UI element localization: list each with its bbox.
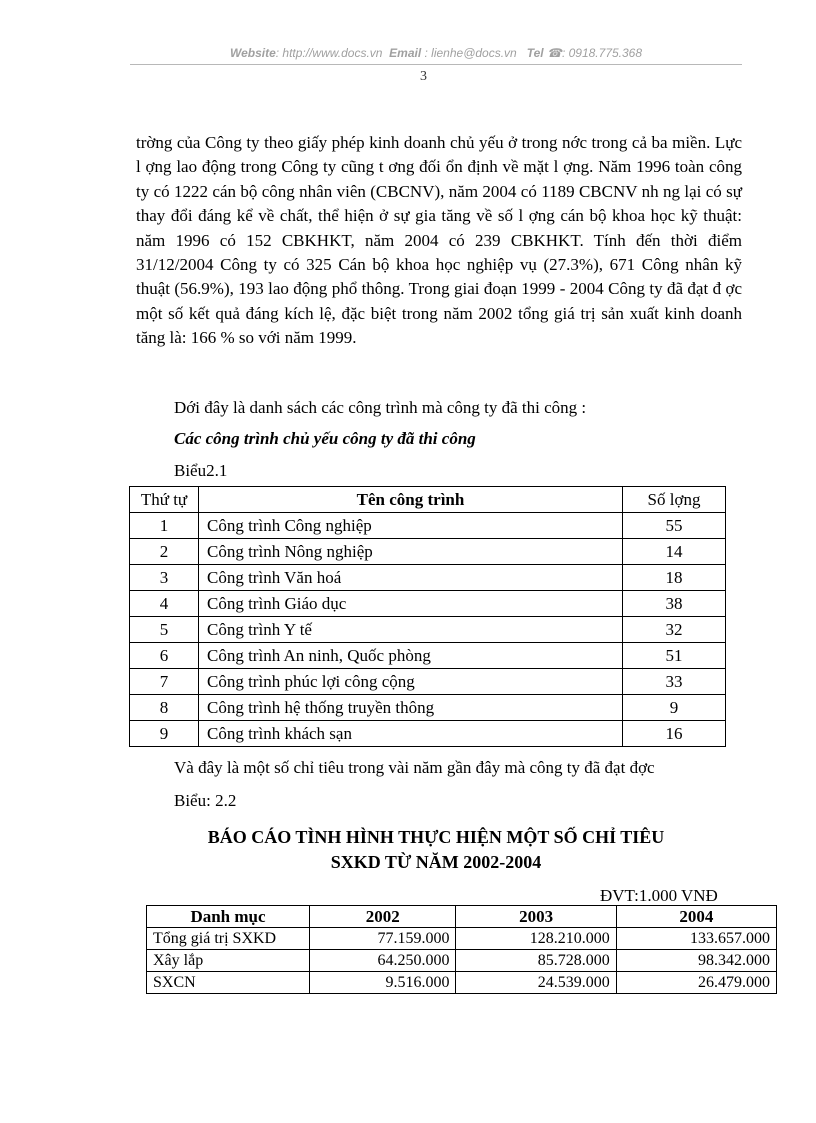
- website-label: Website: [229, 46, 276, 60]
- cell-quantity: 51: [623, 643, 726, 669]
- paragraph-text: trờng của Công ty theo giấy phép kinh doanh chủ yếu ở trong nớc trong cả ba miền. Lực l ợng lao động trong Công ty cũng t ơng đối ổn định về mặt l ợng. Năm 1996 toàn công ty có 1222 cán bộ công nhân viên (CBCNV), năm 2004 có 1189 CBCNV nh ng lại có sự thay đổi đáng kể về chất, thể hiện ở sự gia tăng về số l ợng cán bộ khoa học kỹ thuật: năm 1996 có 152 CBKHKT, năm 2004 có 239 CBKHKT. Tính đến thời điểm 31/12/2004 Công ty có 325 Cán bộ khoa học nghiệp vụ (27.3%), 671 Công nhân kỹ thuật (56.9%), 193 lao động phổ thông. Trong giai đoạn 1999 - 2004 Công ty đã đạt đ ợc một số kết quả đáng kích lệ, đặc biệt trong năm 2002 tổng giá trị sản xuất kinh doanh tăng là: 166 % so với năm 1999.: [136, 133, 742, 348]
- cell-project: Công trình Giáo dục: [199, 591, 623, 617]
- intro-line: Dới đây là danh sách các công trình mà công ty đã thi công :: [174, 398, 587, 417]
- cell-2003: 128.210.000: [456, 928, 616, 950]
- cell-2004: 98.342.000: [616, 950, 776, 972]
- cell-quantity: 18: [623, 565, 726, 591]
- cell-project: Công trình hệ thống truyền thông: [199, 695, 623, 721]
- header-order: Thứ tự: [130, 487, 199, 513]
- cell-category: Xây lắp: [147, 950, 310, 972]
- cell-quantity: 33: [623, 669, 726, 695]
- cell-quantity: 9: [623, 695, 726, 721]
- cell-order: 8: [130, 695, 199, 721]
- cell-order: 9: [130, 721, 199, 747]
- cell-quantity: 16: [623, 721, 726, 747]
- header-year-2002: 2002: [310, 906, 456, 928]
- cell-category: SXCN: [147, 972, 310, 994]
- unit-note: ĐVT:1.000 VNĐ: [600, 886, 718, 905]
- cell-2004: 26.479.000: [616, 972, 776, 994]
- cell-2004: 133.657.000: [616, 928, 776, 950]
- table-row: [130, 669, 726, 695]
- cell-quantity: 14: [623, 539, 726, 565]
- page-header: [130, 46, 742, 60]
- header-year-2003: 2003: [456, 906, 616, 928]
- cell-2002: 9.516.000: [310, 972, 456, 994]
- cell-order: 7: [130, 669, 199, 695]
- tel-value: ☎: 0918.775.368: [547, 46, 643, 60]
- tel-label: Tel: [526, 46, 544, 60]
- cell-project: Công trình Nông nghiệp: [199, 539, 623, 565]
- cell-project: Công trình phúc lợi công cộng: [199, 669, 623, 695]
- table-row: [130, 513, 726, 539]
- after-table-line: Và đây là một số chỉ tiêu trong vài năm gần đây mà công ty đã đạt đợc: [174, 758, 655, 777]
- table-header-row: [130, 487, 726, 513]
- header-quantity: Số lợng: [623, 487, 726, 513]
- projects-table: [129, 486, 726, 747]
- table-row: [130, 565, 726, 591]
- header-category: Danh mục: [147, 906, 310, 928]
- table-row: [130, 539, 726, 565]
- cell-2003: 24.539.000: [456, 972, 616, 994]
- cell-category: Tổng giá trị SXKD: [147, 928, 310, 950]
- header-year-2004: 2004: [616, 906, 776, 928]
- cell-2002: 64.250.000: [310, 950, 456, 972]
- table-row: [147, 972, 777, 994]
- cell-order: 6: [130, 643, 199, 669]
- report-title-line2: SXKD TỪ NĂM 2002-2004: [330, 852, 542, 872]
- table2-caption: Biểu: 2.2: [174, 791, 237, 810]
- email-label: Email: [389, 46, 422, 60]
- cell-2003: 85.728.000: [456, 950, 616, 972]
- table-row: [147, 928, 777, 950]
- cell-quantity: 38: [623, 591, 726, 617]
- table-row: [130, 721, 726, 747]
- cell-quantity: 55: [623, 513, 726, 539]
- cell-project: Công trình Công nghiệp: [199, 513, 623, 539]
- table-row: [130, 643, 726, 669]
- table-row: [147, 950, 777, 972]
- cell-quantity: 32: [623, 617, 726, 643]
- header-divider: [130, 64, 742, 65]
- section-subheading: Các công trình chủ yếu công ty đã thi công: [174, 429, 476, 448]
- cell-project: Công trình khách sạn: [199, 721, 623, 747]
- table-row: [130, 591, 726, 617]
- report-title-line1: BÁO CÁO TÌNH HÌNH THỰC HIỆN MỘT SỐ CHỈ TIÊU: [207, 827, 665, 847]
- cell-order: 2: [130, 539, 199, 565]
- email-value[interactable]: : lienhe@docs.vn: [424, 46, 517, 60]
- page-number: 3: [420, 69, 427, 84]
- cell-2002: 77.159.000: [310, 928, 456, 950]
- cell-project: Công trình Y tế: [199, 617, 623, 643]
- cell-project: Công trình Văn hoá: [199, 565, 623, 591]
- cell-order: 5: [130, 617, 199, 643]
- table-header-row: [147, 906, 777, 928]
- body-paragraph: [136, 131, 742, 351]
- table1-caption: Biểu2.1: [174, 461, 228, 480]
- table-row: [130, 695, 726, 721]
- report-table: [146, 905, 777, 994]
- cell-order: 3: [130, 565, 199, 591]
- header-project-name: Tên công trình: [199, 487, 623, 513]
- table-row: [130, 617, 726, 643]
- cell-order: 1: [130, 513, 199, 539]
- cell-project: Công trình An ninh, Quốc phòng: [199, 643, 623, 669]
- website-value[interactable]: : http://www.docs.vn: [275, 46, 383, 60]
- cell-order: 4: [130, 591, 199, 617]
